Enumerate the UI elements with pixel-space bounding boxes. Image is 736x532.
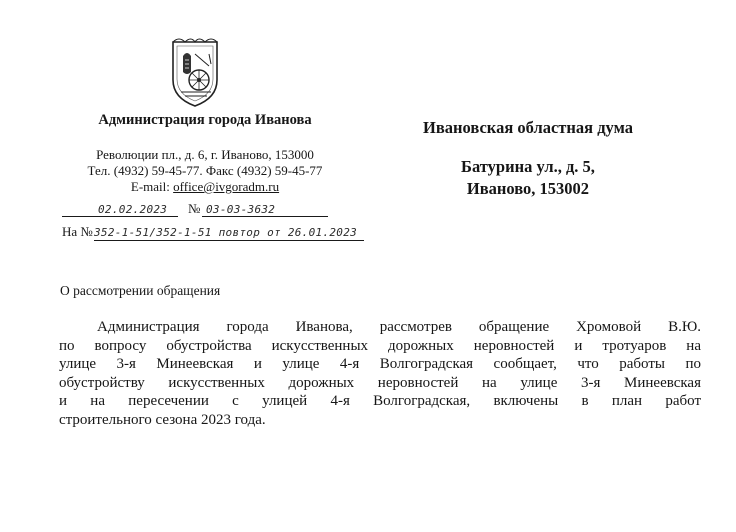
registration-date-underline <box>62 216 178 217</box>
registration-number-underline <box>202 216 328 217</box>
body-line: по вопросу обустройства искусственных дорожных неровностей и тротуаров на <box>59 337 701 354</box>
coat-of-arms-icon <box>169 36 221 108</box>
registration-number-value: 03-03-3632 <box>206 203 276 216</box>
recipient-name: Ивановская областная дума <box>423 118 633 137</box>
reply-to-underline <box>94 240 364 241</box>
registration-date-value: 02.02.2023 <box>98 203 168 216</box>
reply-to <box>94 224 357 240</box>
sender-email-line <box>60 179 350 195</box>
body-line: и на пересечении с улицей 4-я Волгоградская, включены в план работ <box>59 393 701 410</box>
body-line: обустройству искусственных дорожных неровностей на улице 3-я Минеевская <box>59 374 701 391</box>
body-line: Администрация города Иванова, рассмотрев обращение Хромовой В.Ю. <box>97 319 701 335</box>
recipient-street: Батурина ул., д. 5, <box>461 157 595 176</box>
sender-email-link[interactable]: office@ivgoradm.ru <box>173 179 280 194</box>
letter-subject: О рассмотрении обращения <box>60 283 221 298</box>
sender-organization: Администрация города Иванова <box>98 112 312 128</box>
letter-body <box>59 318 701 430</box>
sender-email-label: E-mail: <box>130 179 174 194</box>
sender-address: Революции пл., д. 6, г. Иваново, 153000 <box>96 147 314 162</box>
registration-number <box>206 201 275 217</box>
registration-number-label: № <box>188 201 201 216</box>
body-line: строительного сезона 2023 года. <box>59 411 266 428</box>
registration-date <box>98 201 167 217</box>
reply-to-value: 352-1-51/352-1-51 повтор от 26.01.2023 <box>94 226 358 239</box>
sender-phone-fax: Тел. (4932) 59-45-77. Факс (4932) 59-45-77 <box>87 163 323 178</box>
reply-to-label: На № <box>62 224 93 239</box>
recipient-city: Иваново, 153002 <box>466 179 590 198</box>
body-line: улице 3-я Минеевская и улице 4-я Волгоградская сообщает, что работы по <box>59 356 701 373</box>
